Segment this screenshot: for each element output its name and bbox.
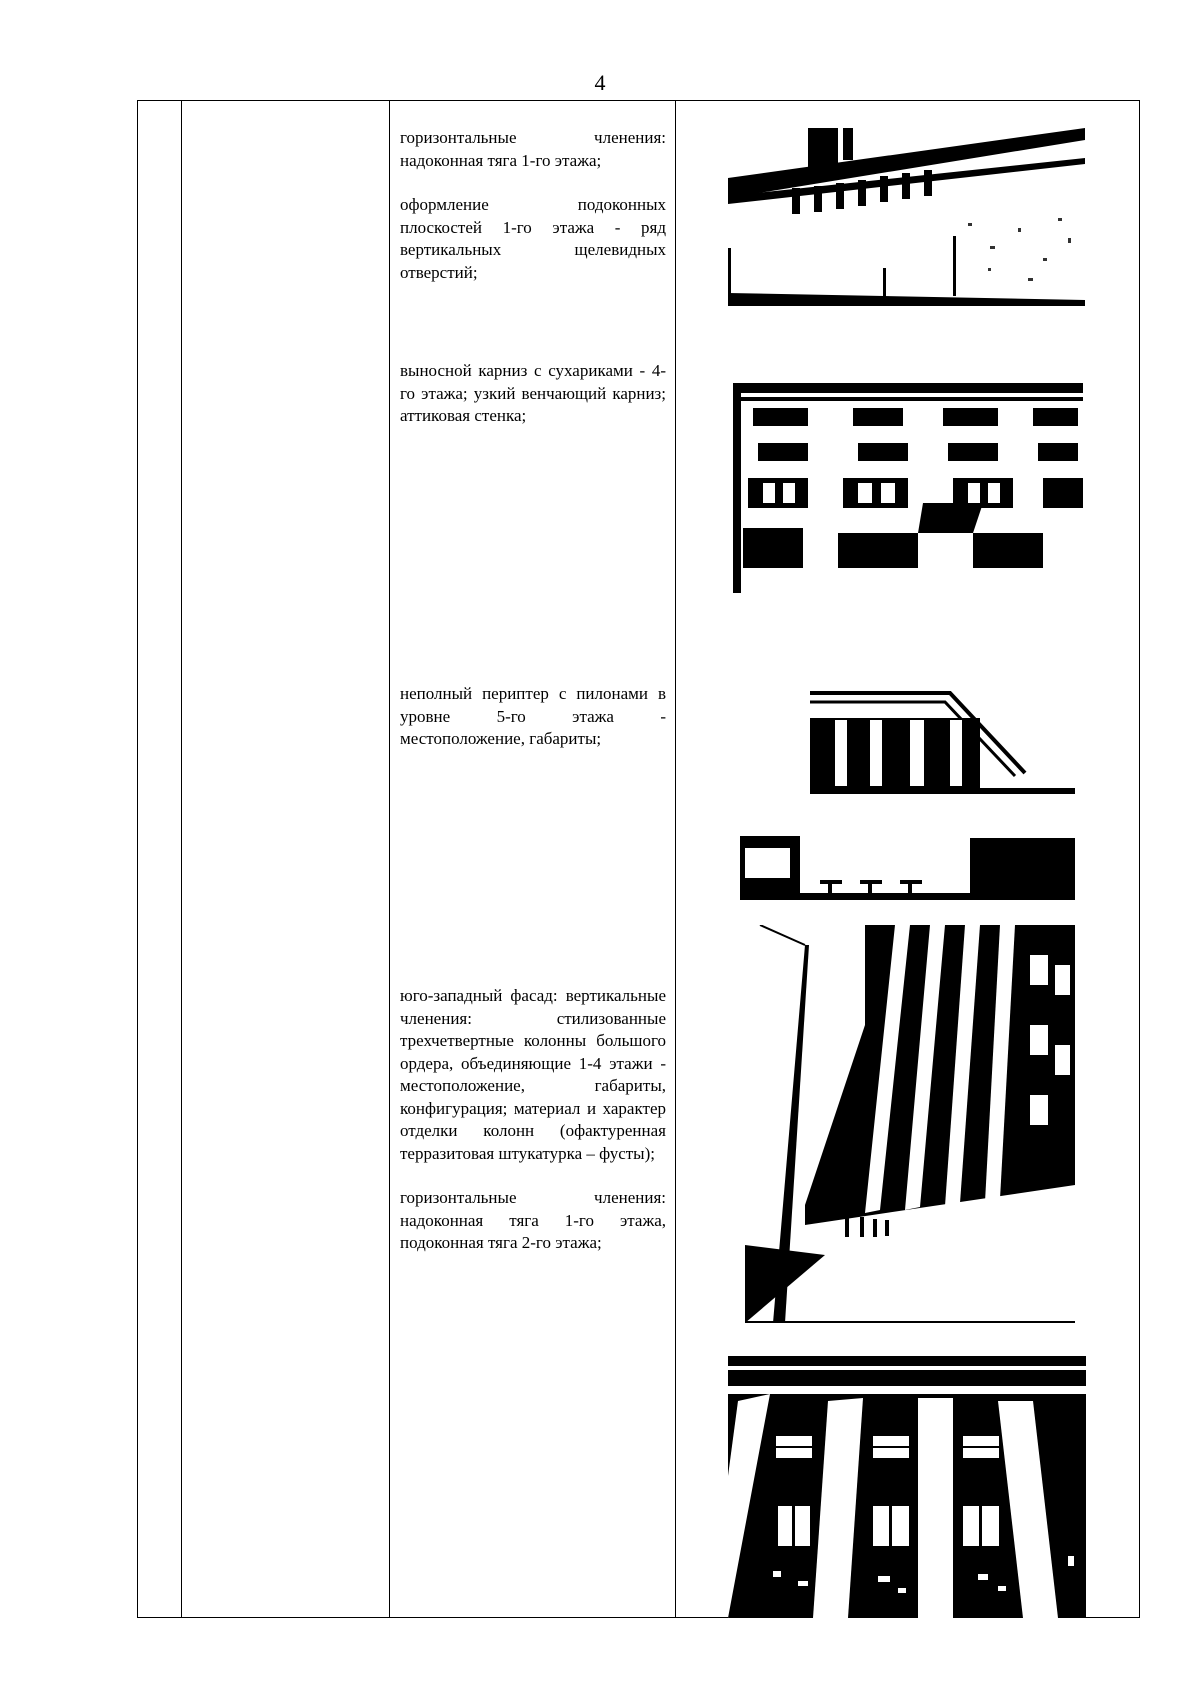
facade-photo-lintel [728, 128, 1085, 306]
southwest-facade-photo [745, 925, 1075, 1323]
row-3-text [400, 683, 666, 751]
row-1-paragraph-1: горизонтальные членения: надоконная тяга 1-го этажа; [400, 128, 666, 170]
column-divider [181, 101, 182, 1617]
row-4-paragraph-2: горизонтальные членения: надоконная тяга 1-го этажа, подоконная тяга 2-го этажа; [400, 1188, 666, 1252]
row-3-paragraph-1: неполный периптер с пилонами в уровне 5-го этажа - местоположение, габариты; [400, 684, 666, 748]
row-4-text [400, 985, 666, 1255]
peripteros-photo [740, 688, 1075, 900]
row-1-paragraph-2: оформление подоконных плоскостей 1-го этажа - ряд вертикальных щелевидных отверстий; [400, 195, 666, 282]
columns-photo [728, 1356, 1086, 1618]
facade-photo-cornice [733, 383, 1083, 593]
row-2-text [400, 360, 666, 428]
row-1-text [400, 127, 666, 284]
page-number: 4 [594, 70, 606, 95]
column-divider [675, 101, 676, 1617]
row-2-paragraph-1: выносной карниз с сухариками - 4-го этажа; узкий венчающий карниз; аттиковая стенка; [400, 361, 666, 425]
row-4-paragraph-1: юго-западный фасад: вертикальные членения: стилизованные трехчетвертные колонны большого ордера, объединяющие 1-4 этажи - местоположение, габариты, конфигурация; материал и характер отделки колонн (офактуренная терразитовая штукатурка – фусты); [400, 986, 666, 1163]
column-divider [389, 101, 390, 1617]
